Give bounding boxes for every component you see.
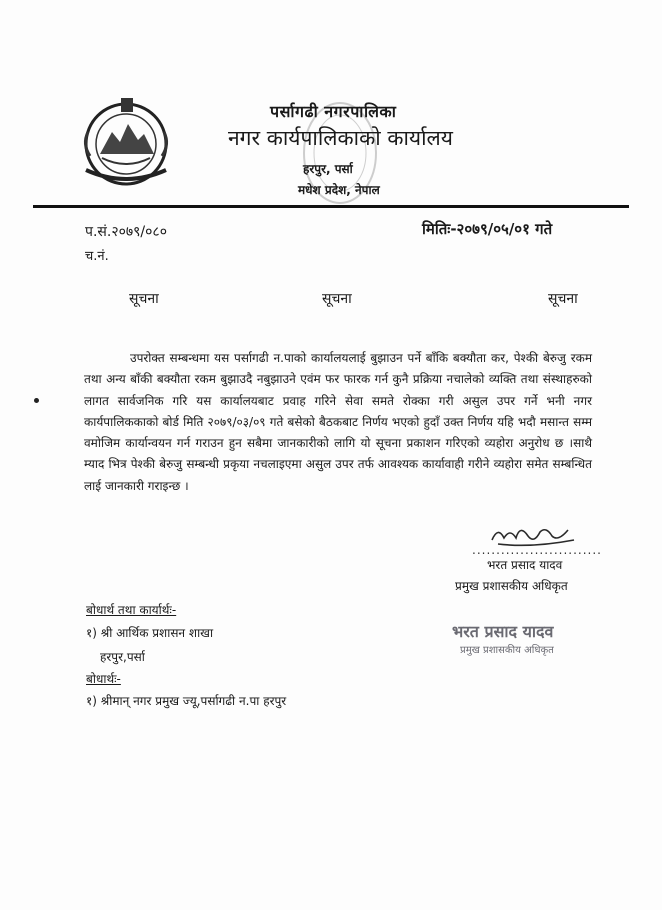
notice-body	[84, 348, 592, 497]
signatory-title: प्रमुख प्रशासकीय अधिकृत	[455, 579, 568, 593]
stamp-title: प्रमुख प्रशासकीय अधिकृत	[460, 645, 554, 656]
signature-dotted-line: ...........................	[472, 543, 602, 557]
reference-number: प.सं.२०७९/०८०	[85, 224, 167, 240]
header-divider	[33, 205, 629, 208]
organization-name: पर्सागढी नगरपालिका	[270, 102, 397, 121]
letter-date: मितिः-२०७९/०५/०१ गते	[422, 220, 553, 238]
signatory-name: भरत प्रसाद यादव	[487, 558, 563, 572]
notice-heading-right: सूचना	[548, 291, 578, 307]
notice-body-paragraph: उपरोक्त सम्बन्धमा यस पर्सागढी न.पाको कार्यालयलाई बुझाउन पर्ने बाँकि बक्यौता कर, पेश्की बेरुजु रकम तथा अन्य बाँकी बक्यौता रकम बुझाउदै नबुझाउने एवंम फर फारक गर्न कुनै प्रक्रिया नचालेको व्यक्ति तथा संस्थाहरुको लागत सार्वजनिक गरि यस कार्यालयबाट प्रवाह गरिने सेवा समते रोक्का गरी असुल उपर गर्ने भनी नगर कार्यपालिककाको बोर्ड मिति २०७९/०३/०९ गते बसेको बैठकबाट निर्णय भएको हुदाँ उक्त निर्णय यहि भदौ मसान्त सम्म वमोजिम कार्यान्वयन गर्न गराउन हुन सबैमा जानकारीको लागि यो सूचना प्रकाशन गरिएको व्यहोरा अनुरोध छ ।साथै म्याद भित्र पेश्की बेरुजु सम्बन्धी प्रकृया नचलाइएमा असुल उपर तर्फ आवश्यक कार्यावाही गरीने व्यहोरा समेत सम्बन्धित लाई जानकारी गराइन्छ ।	[84, 351, 592, 493]
cc-action-item: १) श्री आर्थिक प्रशासन शाखा	[86, 626, 214, 640]
address-line-1: हरपुर, पर्सा	[303, 162, 353, 176]
cc-action-item-location: हरपुर,पर्सा	[100, 650, 145, 664]
cc-info-item: १) श्रीमान् नगर प्रमुख ज्यू,पर्सागढी न.पा हरपुर	[86, 694, 287, 708]
address-line-2: मधेश प्रदेश, नेपाल	[298, 183, 380, 197]
notice-heading-left: सूचना	[129, 291, 159, 307]
cc-info-heading: बोधार्थः-	[86, 672, 121, 686]
chalani-number: च.नं.	[85, 249, 109, 264]
stamp-name: भरत प्रसाद यादव	[452, 622, 554, 641]
office-name: नगर कार्यपालिकाको कार्यालय	[228, 126, 453, 150]
nepal-emblem-icon	[72, 92, 180, 188]
margin-dot	[34, 398, 39, 403]
cc-action-heading: बोधार्थ तथा कार्यार्थः-	[86, 603, 177, 617]
notice-heading-center: सूचना	[322, 291, 352, 307]
